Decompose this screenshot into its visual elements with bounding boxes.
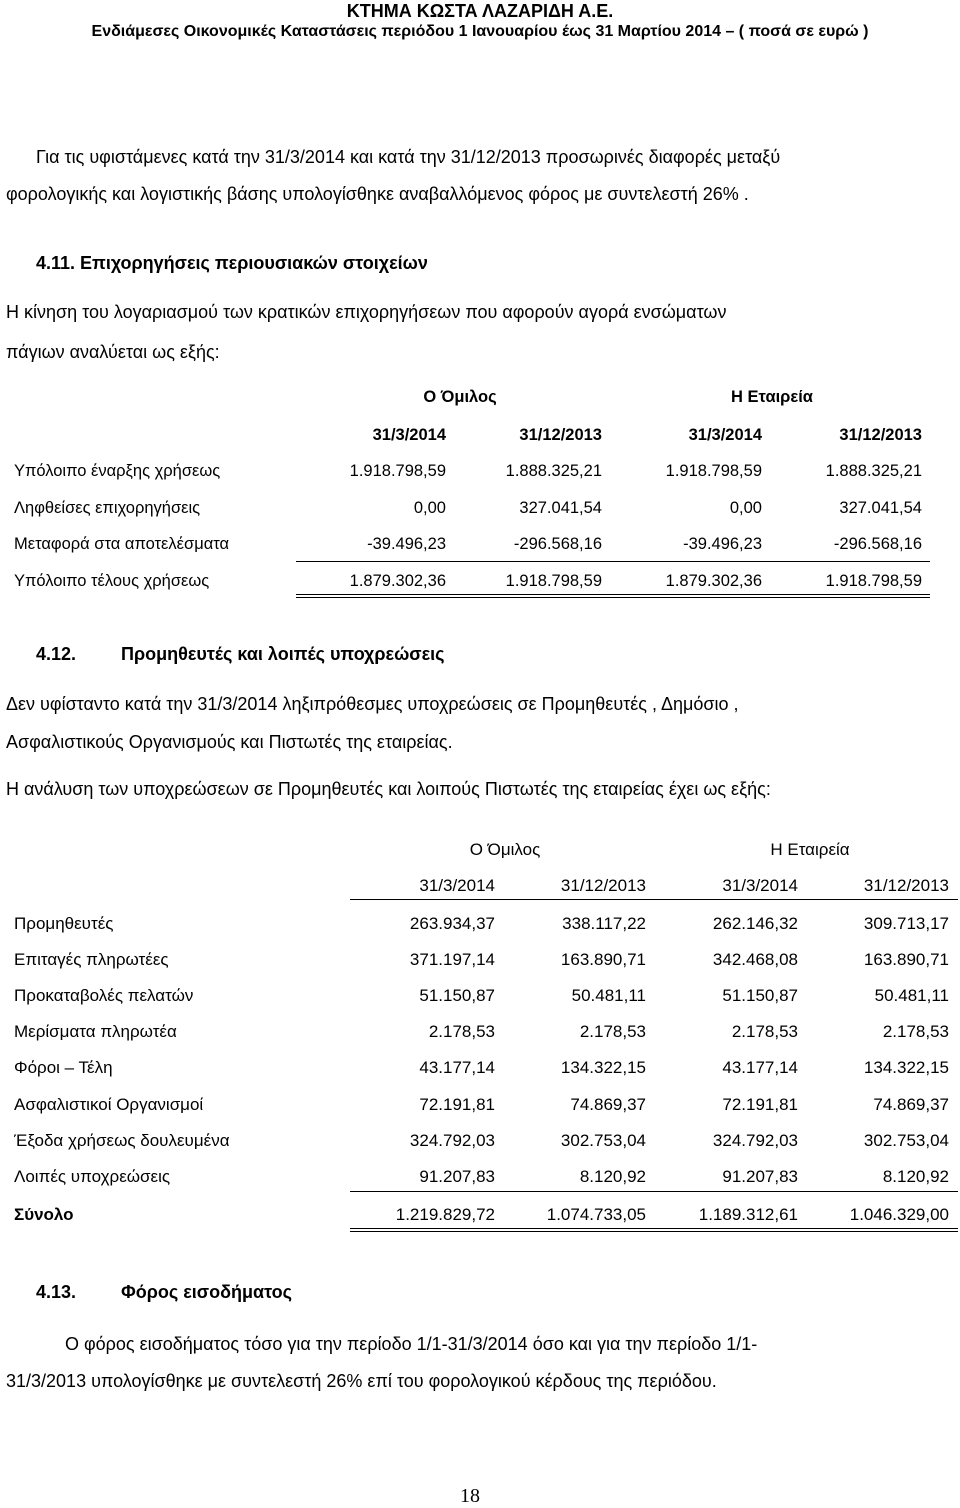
t2-cell: 262.146,32 [712,914,798,933]
t2-row-label: Επιταγές πληρωτέες [14,950,169,969]
section-4-11-line-1: Η κίνηση του λογαριασμού των κρατικών επιχορηγήσεων που αφορούν αγορά ενσώματων [6,302,727,322]
t1-cell: 1.879.302,36 [665,572,762,590]
section-4-13-title: Φόρος εισοδήματος [121,1282,292,1302]
t2-total-rule-1 [350,1228,958,1229]
section-4-13-line-1: Ο φόρος εισοδήματος τόσο για την περίοδο 1/1-31/3/2014 όσο και για την περίοδο 1/1- [65,1334,758,1354]
t1-cell: 1.888.325,21 [505,462,602,480]
t2-total-cell: 1.189.312,61 [698,1205,798,1224]
t2-row-label: Προμηθευτές [14,914,114,933]
t2-subtotal-rule [350,1191,958,1192]
t1-cell: -296.568,16 [513,535,602,553]
t2-total-cell: 1.074.733,05 [546,1205,646,1224]
t2-cell: 2.178,53 [731,1022,798,1041]
t2-col-header: 31/12/2013 [863,876,949,895]
t2-cell: 134.322,15 [863,1058,949,1077]
t2-total-label: Σύνολο [14,1205,74,1224]
t1-group-label: Ο Όμιλος [423,388,497,406]
company-title: ΚΤΗΜΑ ΚΩΣΤΑ ΛΑΖΑΡΙΔΗ Α.Ε. [346,1,614,21]
t2-cell: 163.890,71 [560,950,646,969]
page-number: 18 [460,1485,480,1507]
t2-cell: 134.322,15 [560,1058,646,1077]
t2-row-label: Προκαταβολές πελατών [14,986,194,1005]
t2-cell: 324.792,03 [409,1131,495,1150]
t2-cell: 302.753,04 [863,1131,949,1150]
t2-cell: 51.150,87 [722,986,798,1005]
t2-cell: 2.178,53 [882,1022,949,1041]
intro-line-1: Για τις υφιστάμενες κατά την 31/3/2014 και κατά την 31/12/2013 προσωρινές διαφορές μεταξύ [36,147,781,167]
t2-company-label: Η Εταιρεία [770,840,850,859]
t1-total-rule-2 [296,597,930,598]
t2-cell: 163.890,71 [863,950,949,969]
t2-cell: 371.197,14 [409,950,495,969]
t2-cell: 51.150,87 [419,986,495,1005]
t2-cell: 74.869,37 [873,1095,949,1114]
t1-col-header: 31/12/2013 [839,426,922,444]
t2-col-header: 31/12/2013 [560,876,646,895]
t2-row-label: Φόροι – Τέλη [14,1058,113,1077]
t2-cell: 74.869,37 [570,1095,646,1114]
section-4-12-para-1-line-2: Ασφαλιστικούς Οργανισμούς και Πιστωτές της εταιρείας. [6,732,453,752]
t2-col-header: 31/3/2014 [419,876,495,895]
t1-cell: -296.568,16 [833,535,922,553]
t1-col-header: 31/12/2013 [519,426,602,444]
t2-cell: 91.207,83 [722,1167,798,1186]
t1-row-label: Μεταφορά στα αποτελέσματα [14,535,230,553]
section-4-12-number: 4.12. [36,644,77,664]
report-subtitle: Ενδιάμεσες Οικονομικές Καταστάσεις περιόδου 1 Ιανουαρίου έως 31 Μαρτίου 2014 – ( ποσά σε ευρώ ) [91,23,869,40]
t2-col-header: 31/3/2014 [722,876,798,895]
t2-cell: 2.178,53 [428,1022,495,1041]
t1-row-label: Ληφθείσες επιχορηγήσεις [14,499,201,517]
t1-cell: 0,00 [413,499,446,517]
t1-cell: 1.879.302,36 [349,572,446,590]
t2-cell: 50.481,11 [874,986,949,1005]
t2-cell: 43.177,14 [419,1058,495,1077]
t2-cell: 91.207,83 [419,1167,495,1186]
t1-cell: 1.888.325,21 [825,462,922,480]
t1-cell: -39.496,23 [683,535,762,553]
t2-cell: 338.117,22 [562,914,646,933]
section-4-12-para-1-line-1: Δεν υφίσταντο κατά την 31/3/2014 ληξιπρόθεσμες υποχρεώσεις σε Προμηθευτές , Δημόσιο , [6,694,739,714]
t2-cell: 8.120,92 [882,1167,949,1186]
t2-cell: 263.934,37 [409,914,495,933]
t2-cell: 8.120,92 [579,1167,646,1186]
t2-header-rule [350,899,958,900]
t1-col-header: 31/3/2014 [372,426,446,444]
section-4-13-number: 4.13. [36,1282,77,1302]
section-4-11-title: 4.11. Επιχορηγήσεις περιουσιακών στοιχείων [36,253,428,273]
t1-row-label: Υπόλοιπο τέλους χρήσεως [14,572,210,590]
t1-cell: 327.041,54 [839,499,922,517]
t2-cell: 324.792,03 [712,1131,798,1150]
t1-col-header: 31/3/2014 [688,426,762,444]
t2-group-label: Ο Όμιλος [469,840,541,859]
section-4-12-para-2: Η ανάλυση των υποχρεώσεων σε Προμηθευτές και λοιπούς Πιστωτές της εταιρείας έχει ως εξής: [6,779,771,799]
t1-total-rule-1 [296,594,930,595]
t2-row-label: Μερίσματα πληρωτέα [14,1022,177,1041]
t2-cell: 50.481,11 [571,986,646,1005]
section-4-11-line-2: πάγιων αναλύεται ως εξής: [6,342,220,362]
t2-cell: 309.713,17 [863,914,949,933]
t1-cell: 0,00 [729,499,762,517]
t1-cell: 1.918.798,59 [505,572,602,590]
t2-cell: 302.753,04 [560,1131,646,1150]
t1-cell: 1.918.798,59 [349,462,446,480]
section-4-13-line-2: 31/3/2013 υπολογίσθηκε με συντελεστή 26% επί του φορολογικού κέρδους της περιόδου. [6,1371,717,1391]
t1-company-label: Η Εταιρεία [731,388,813,406]
t1-cell: -39.496,23 [367,535,446,553]
t1-subtotal-rule [296,561,930,562]
t2-total-rule-2 [350,1231,958,1232]
section-4-12-title: Προμηθευτές και λοιπές υποχρεώσεις [121,644,445,664]
t1-cell: 1.918.798,59 [665,462,762,480]
t2-cell: 72.191,81 [722,1095,798,1114]
t2-cell: 2.178,53 [579,1022,646,1041]
t2-cell: 72.191,81 [419,1095,495,1114]
t2-cell: 43.177,14 [722,1058,798,1077]
t2-row-label: Έξοδα χρήσεως δουλευμένα [14,1131,230,1150]
t2-row-label: Λοιπές υποχρεώσεις [14,1167,171,1186]
t2-total-cell: 1.046.329,00 [849,1205,949,1224]
t2-cell: 342.468,08 [712,950,798,969]
t1-row-label: Υπόλοιπο έναρξης χρήσεως [14,462,221,480]
t1-cell: 327.041,54 [519,499,602,517]
t1-cell: 1.918.798,59 [825,572,922,590]
t2-row-label: Ασφαλιστικοί Οργανισμοί [14,1095,204,1114]
t2-total-cell: 1.219.829,72 [395,1205,495,1224]
intro-line-2: φορολογικής και λογιστικής βάσης υπολογίσθηκε αναβαλλόμενος φόρος με συντελεστή 26% . [6,184,749,204]
